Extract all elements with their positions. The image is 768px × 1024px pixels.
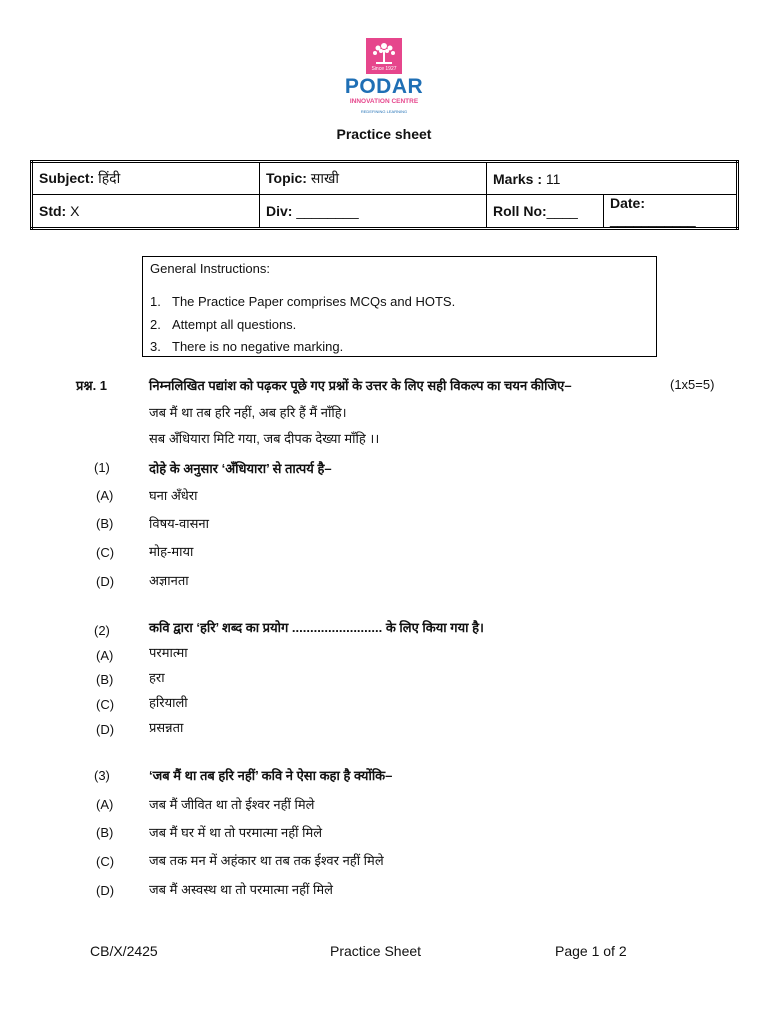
date-label: Date: xyxy=(610,195,646,211)
instruction-number: 2. xyxy=(150,317,161,332)
div-label: Div: xyxy=(266,203,293,219)
option-text: प्रसन्नता xyxy=(149,720,184,735)
subject-label: Subject: xyxy=(39,170,95,186)
option-text: हरा xyxy=(149,670,165,685)
option-label: (D) xyxy=(96,722,115,737)
student-info-table xyxy=(30,160,739,230)
topic-value: साखी xyxy=(310,170,340,186)
logo-subtitle: INNOVATION CENTRE xyxy=(349,98,419,105)
subquestion-number: (2) xyxy=(94,623,110,638)
instruction-text: The Practice Paper comprises MCQs and HOTS. xyxy=(172,294,456,309)
option-text: घना अँधेरा xyxy=(149,488,198,503)
question-1-prompt: निम्नलिखित पद्यांश को पढ़कर पूछे गए प्रश्नों के उत्तर के लिए सही विकल्प का चयन कीजिए– xyxy=(149,378,572,393)
marks-value: 11 xyxy=(545,170,561,187)
question-1-label: प्रश्न. 1 xyxy=(76,378,108,393)
instruction-item xyxy=(150,294,455,309)
option-text: जब तक मन में अहंकार था तब तक ईश्वर नहीं मिले xyxy=(149,853,384,868)
option-label: (B) xyxy=(96,825,114,840)
instruction-item xyxy=(150,317,296,332)
instruction-item xyxy=(150,339,343,354)
subquestion-text: ‘जब मैं था तब हरि नहीं’ कवि ने ऐसा कहा है क्योंकि– xyxy=(149,768,393,783)
option-label: (C) xyxy=(96,545,115,560)
option-text: जब मैं जीवित था तो ईश्वर नहीं मिले xyxy=(149,797,315,812)
option-text: विषय-वासना xyxy=(149,516,209,531)
div-cell xyxy=(260,195,487,229)
instruction-number: 3. xyxy=(150,339,161,354)
logo-since: Since 1927 xyxy=(371,66,397,72)
option-label: (C) xyxy=(96,697,115,712)
option-label: (B) xyxy=(96,672,114,687)
instruction-text: There is no negative marking. xyxy=(172,339,344,354)
logo-name: PODAR xyxy=(344,75,424,98)
question-1-marks: (1x5=5) xyxy=(670,377,715,392)
date-cell xyxy=(604,195,738,229)
general-instructions-box xyxy=(142,256,657,357)
roll-cell xyxy=(487,195,604,229)
option-text: मोह-माया xyxy=(149,544,194,559)
roll-value: ____ xyxy=(546,203,578,219)
option-label: (A) xyxy=(96,488,114,503)
std-value: X xyxy=(70,203,80,219)
verse-line-2: सब अँधियारा मिटि गया, जब दीपक देख्या माँहि ।। xyxy=(149,431,380,446)
podar-logo xyxy=(336,36,436,126)
option-text: जब मैं अस्वस्थ था तो परमात्मा नहीं मिले xyxy=(149,882,333,897)
footer-code: CB/X/2425 xyxy=(90,943,158,959)
option-label: (B) xyxy=(96,516,114,531)
subquestion-text: कवि द्वारा ‘हरि’ शब्द का प्रयोग ......................... के लिए किया गया है। xyxy=(149,620,484,635)
subquestion-number: (3) xyxy=(94,768,110,783)
option-text: जब मैं घर में था तो परमात्मा नहीं मिले xyxy=(149,825,323,840)
page-number: Page 1 of 2 xyxy=(555,943,627,959)
topic-label: Topic: xyxy=(266,170,307,186)
subject-cell xyxy=(32,162,260,195)
marks-label: Marks : xyxy=(493,170,543,187)
topic-cell xyxy=(260,162,487,195)
std-cell xyxy=(32,195,260,229)
option-label: (A) xyxy=(96,797,114,812)
subquestion-number: (1) xyxy=(94,460,110,475)
marks-cell xyxy=(487,162,738,195)
option-label: (A) xyxy=(96,648,114,663)
instructions-heading: General Instructions: xyxy=(150,261,270,276)
footer-title: Practice Sheet xyxy=(330,943,422,959)
date-value: ___________ xyxy=(610,211,696,227)
subquestion-text: दोहे के अनुसार ‘अँधियारा’ से तात्पर्य है– xyxy=(149,461,332,476)
verse-line-1: जब मैं था तब हरि नहीं, अब हरि हैं मैं नाँहि। xyxy=(149,405,347,420)
std-label: Std: xyxy=(39,203,67,219)
logo-tagline: REDEFINING LEARNING xyxy=(360,109,408,114)
subject-value: हिंदी xyxy=(98,170,121,186)
instruction-text: Attempt all questions. xyxy=(172,317,297,332)
option-text: परमात्मा xyxy=(149,645,188,660)
roll-label: Roll No: xyxy=(493,203,547,219)
option-label: (C) xyxy=(96,854,115,869)
option-text: हरियाली xyxy=(149,695,188,710)
option-text: अज्ञानता xyxy=(149,573,189,588)
div-value: ________ xyxy=(296,203,359,219)
page-title: Practice sheet xyxy=(336,126,432,142)
instruction-number: 1. xyxy=(150,294,161,309)
option-label: (D) xyxy=(96,883,115,898)
option-label: (D) xyxy=(96,574,115,589)
